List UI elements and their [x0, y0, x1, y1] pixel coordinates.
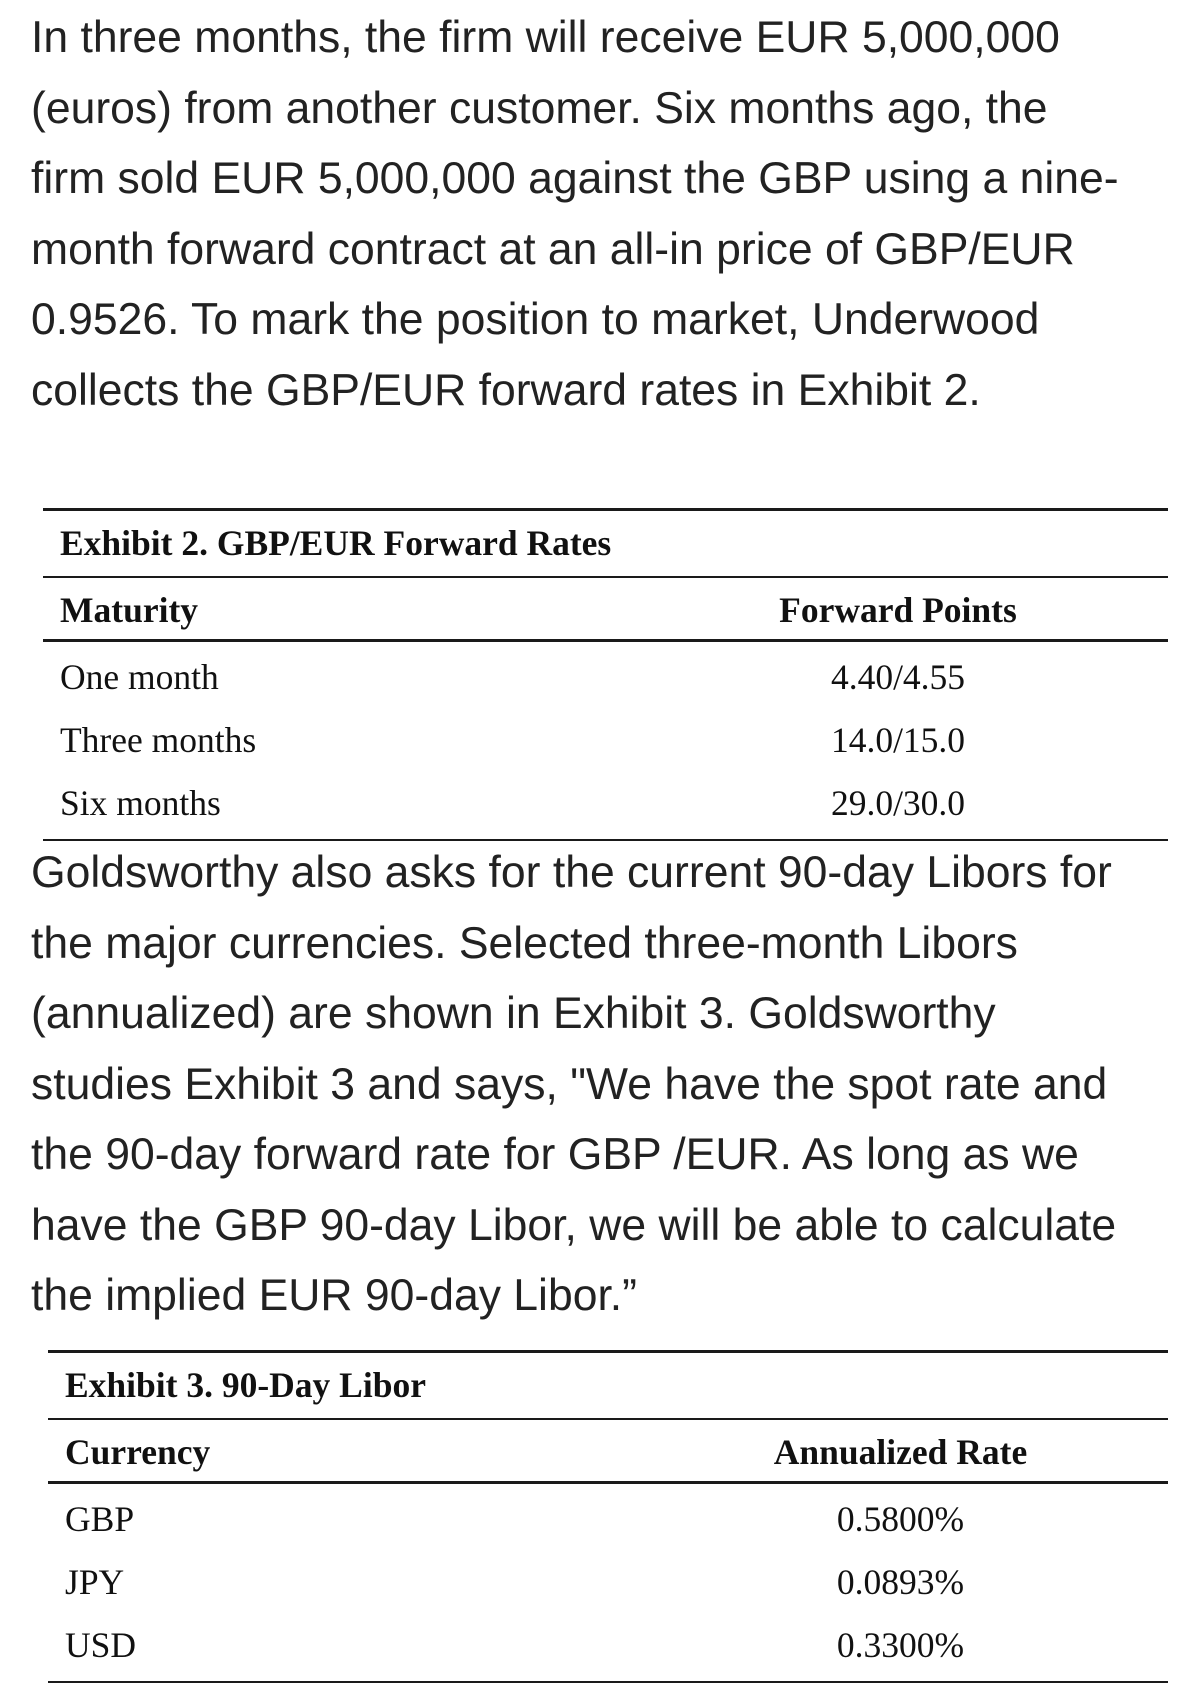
paragraph-line: In three months, the firm will receive EUR 5,000,000	[31, 13, 1060, 62]
paragraph-line: 0.9526. To mark the position to market, Underwood	[31, 295, 1040, 344]
table-body	[43, 642, 1168, 839]
table-row	[43, 772, 1168, 835]
header-annualized-rate: Annualized Rate	[773, 1432, 1028, 1472]
header-currency: Currency	[65, 1432, 211, 1472]
table-bottom-rule	[48, 1681, 1168, 1684]
paragraph-line: the major currencies. Selected three-month Libors	[31, 918, 1018, 968]
paragraph-line: the 90-day forward rate for GBP /EUR. As long as we	[31, 1130, 1079, 1179]
paragraph-line: the implied EUR 90-day Libor.”	[31, 1271, 637, 1320]
exhibit-2-table	[43, 508, 1168, 841]
paragraph-forward-contract	[31, 3, 1181, 426]
table-row	[43, 646, 1168, 709]
cell-maturity: Six months	[60, 782, 221, 823]
cell-forward-points: 4.40/4.55	[830, 656, 966, 697]
paragraph-line: Goldsworthy also asks for the current 90-day Libors for	[31, 848, 1112, 897]
paragraph-line: firm sold EUR 5,000,000 against the GBP using a nine-	[31, 154, 1119, 203]
cell-forward-points: 29.0/30.0	[830, 782, 966, 823]
paragraph-libor	[31, 838, 1181, 1332]
paragraph-line: collects the GBP/EUR forward rates in Exhibit 2.	[31, 365, 981, 415]
paragraph-line: month forward contract at an all-in price of GBP/EUR	[31, 224, 1075, 274]
paragraph-line: (annualized) are shown in Exhibit 3. Goldsworthy	[31, 989, 996, 1038]
table-row	[43, 709, 1168, 772]
cell-currency: USD	[65, 1624, 137, 1665]
paragraph-line: (euros) from another customer. Six months ago, the	[31, 83, 1048, 133]
cell-currency: JPY	[65, 1561, 125, 1602]
cell-annualized-rate: 0.0893%	[836, 1561, 965, 1602]
table-header-row	[48, 1420, 1168, 1481]
table-row	[48, 1551, 1168, 1614]
header-forward-points: Forward Points	[779, 590, 1017, 630]
table-body	[48, 1484, 1168, 1681]
paragraph-line: studies Exhibit 3 and says, "We have the spot rate and	[31, 1059, 1108, 1109]
table-title: Exhibit 2. GBP/EUR Forward Rates	[60, 522, 612, 563]
cell-maturity: Three months	[60, 719, 257, 760]
table-row	[48, 1488, 1168, 1551]
header-maturity: Maturity	[60, 590, 199, 630]
cell-forward-points: 14.0/15.0	[830, 719, 966, 760]
table-header-row	[43, 578, 1168, 639]
paragraph-line: have the GBP 90-day Libor, we will be able to calculate	[31, 1200, 1117, 1250]
exhibit-3-table	[48, 1350, 1168, 1683]
cell-currency: GBP	[65, 1498, 135, 1539]
cell-annualized-rate: 0.5800%	[836, 1498, 965, 1539]
table-row	[48, 1614, 1168, 1677]
cell-maturity: One month	[60, 656, 219, 697]
table-title: Exhibit 3. 90-Day Libor	[65, 1364, 426, 1405]
cell-annualized-rate: 0.3300%	[836, 1624, 965, 1665]
